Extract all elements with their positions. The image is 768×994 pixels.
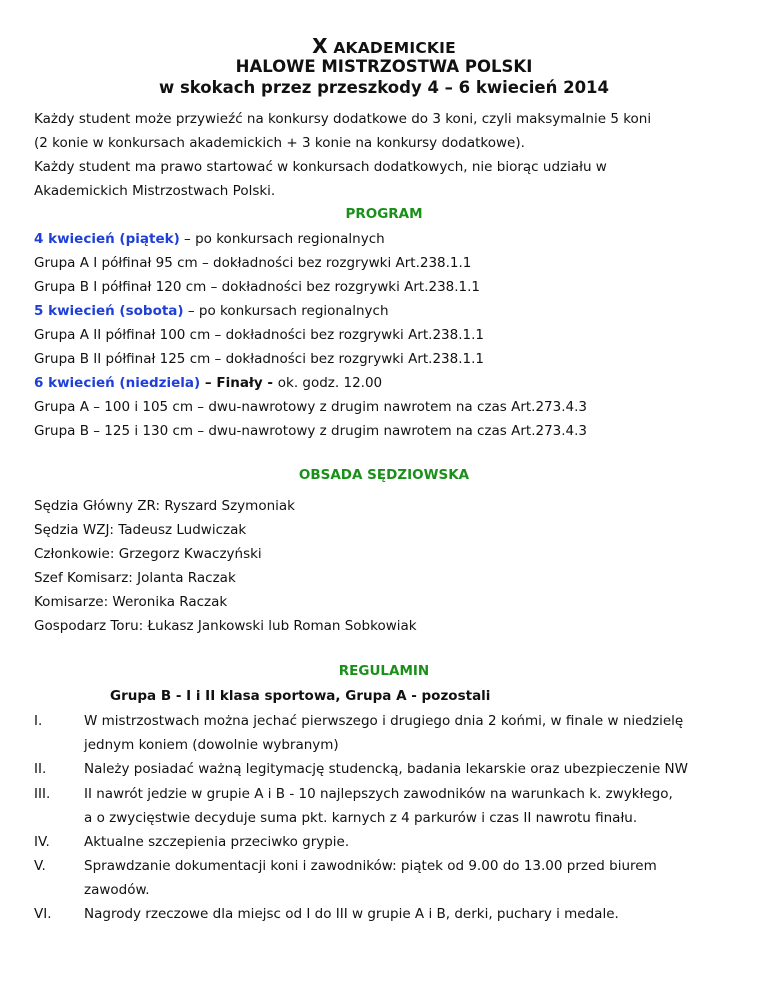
rule-text: zawodów. [84, 882, 150, 898]
program-item: Grupa A – 100 i 105 cm – dwu-nawrotowy z drugim nawrotem na czas Art.273.4.3 [34, 399, 587, 415]
title-line-2: HALOWE MISTRZOSTWA POLSKI [235, 57, 533, 76]
rule-text: Sprawdzanie dokumentacji koni i zawodników: piątek od 9.00 do 13.00 przed biurem [84, 858, 657, 874]
day3-header [34, 375, 382, 391]
judge-item: Szef Komisarz: Jolanta Raczak [34, 570, 236, 586]
intro-line: Akademickich Mistrzostwach Polski. [34, 183, 276, 199]
rule-text: II nawrót jedzie w grupie A i B - 10 najlepszych zawodników na warunkach k. zwykłego, [84, 786, 673, 802]
rules-heading: REGULAMIN [338, 663, 430, 679]
rule-text: Aktualne szczepienia przeciwko grypie. [84, 834, 350, 850]
intro-line: (2 konie w konkursach akademickich + 3 konie na konkursy dodatkowe). [34, 135, 525, 151]
day2-date: 5 kwiecień (sobota) [34, 303, 184, 319]
judges-heading: OBSADA SĘDZIOWSKA [298, 467, 470, 483]
day2-header [34, 303, 389, 319]
title-line-1 [0, 34, 768, 58]
day1-date: 4 kwiecień (piątek) [34, 231, 180, 247]
program-heading: PROGRAM [345, 206, 423, 222]
rule-text: Nagrody rzeczowe dla miejsc od I do III w grupie A i B, derki, puchary i medale. [84, 906, 619, 922]
day3-note: ok. godz. 12.00 [277, 375, 383, 391]
judge-item: Sędzia Główny ZR: Ryszard Szymoniak [34, 498, 295, 514]
rule-text: Należy posiadać ważną legitymację studencką, badania lekarskie oraz ubezpieczenie NW [84, 761, 688, 777]
intro-line: Każdy student ma prawo startować w konkursach dodatkowych, nie biorąc udziału w [34, 159, 607, 175]
program-item: Grupa B I półfinał 120 cm – dokładności bez rozgrywki Art.238.1.1 [34, 279, 481, 295]
title-word: AKADEMICKIE [333, 39, 456, 57]
day1-header [34, 231, 385, 247]
program-item: Grupa A I półfinał 95 cm – dokładności bez rozgrywki Art.238.1.1 [34, 255, 472, 271]
rule-number: IV. [34, 834, 50, 850]
program-item: Grupa B – 125 i 130 cm – dwu-nawrotowy z drugim nawrotem na czas Art.273.4.3 [34, 423, 588, 439]
day1-note: – po konkursach regionalnych [179, 231, 385, 247]
intro-line: Każdy student może przywieźć na konkursy dodatkowe do 3 koni, czyli maksymalnie 5 koni [34, 111, 652, 127]
rule-text: jednym koniem (dowolnie wybranym) [84, 737, 339, 753]
day3-date: 6 kwiecień (niedziela) [34, 375, 201, 391]
judge-item: Komisarze: Weronika Raczak [34, 594, 228, 610]
rule-number: II. [34, 761, 47, 777]
judge-item: Członkowie: Grzegorz Kwaczyński [34, 546, 262, 562]
rule-number: V. [34, 858, 46, 874]
rule-number: VI. [34, 906, 52, 922]
title-prefix: X [312, 34, 328, 58]
rule-number: III. [34, 786, 51, 802]
judge-item: Gospodarz Toru: Łukasz Jankowski lub Roman Sobkowiak [34, 618, 417, 634]
rules-subheading: Grupa B - I i II klasa sportowa, Grupa A - pozostali [110, 688, 491, 704]
program-item: Grupa A II półfinał 100 cm – dokładności bez rozgrywki Art.238.1.1 [34, 327, 484, 343]
program-item: Grupa B II półfinał 125 cm – dokładności bez rozgrywki Art.238.1.1 [34, 351, 484, 367]
day3-bold-note: – Finały - [200, 375, 278, 391]
day2-note: – po konkursach regionalnych [183, 303, 389, 319]
rule-number: I. [34, 713, 43, 729]
rule-text: a o zwycięstwie decyduje suma pkt. karnych z 4 parkurów i czas II nawrotu finału. [84, 810, 638, 826]
title-line-3: w skokach przez przeszkody 4 – 6 kwiecień 2014 [158, 78, 610, 97]
rule-text: W mistrzostwach można jechać pierwszego i drugiego dnia 2 końmi, w finale w niedzielę [84, 713, 684, 729]
judge-item: Sędzia WZJ: Tadeusz Ludwiczak [34, 522, 247, 538]
